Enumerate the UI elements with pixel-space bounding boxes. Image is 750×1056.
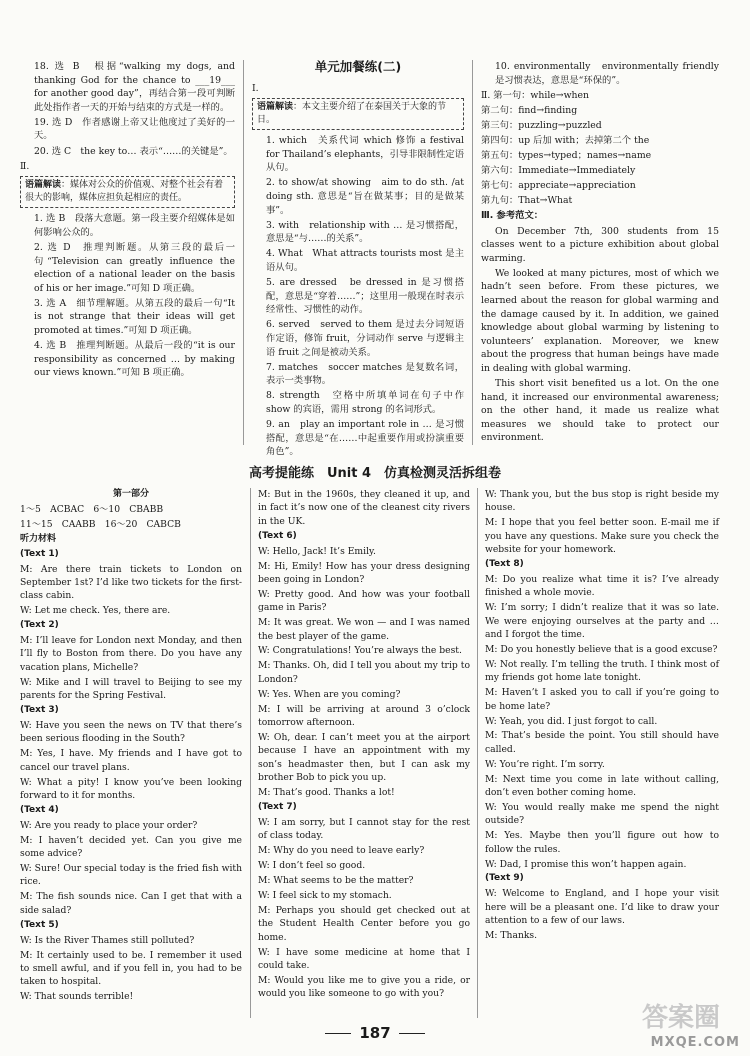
part-heading: 第一部分 xyxy=(112,489,149,499)
correction-line: 第九句：That→What xyxy=(481,195,573,207)
dialogue-line: M: Yes. Maybe then you’ll figure out how to follow the rules. xyxy=(485,830,719,855)
dialogue-line: W: I am sorry, but I cannot stay for the rest of class today. xyxy=(258,816,470,842)
dialogue-line: W: Yeah, you did. I just forgot to call. xyxy=(485,715,658,727)
section-roman: Ⅰ. xyxy=(252,82,259,94)
dialogue-line: M: That’s beside the point. You still should have called. xyxy=(485,730,719,755)
page-number-value: 187 xyxy=(359,1024,391,1042)
watermark-logo: 答案圈 xyxy=(641,1003,720,1033)
dialogue-line: W: I’m sorry; I didn’t realize that it was so late. We were enjoying ourselves at the party and … and I forgot the time. xyxy=(485,602,719,641)
dialogue-line: M: I hope that you feel better soon. E-mail me if you have any questions. Make sure you check the website for your homework. xyxy=(485,517,719,556)
dialogue-line: M: It was great. We won — and I was named the best player of the game. xyxy=(258,617,470,642)
text-label: (Text 2) xyxy=(20,620,59,631)
dialogue-line: W: Not really. I’m telling the truth. I think most of my friends got home late tonight. xyxy=(485,658,719,684)
bottom-right-column xyxy=(485,488,719,944)
answer-item: 1. which 关系代词 which 修饰 a festival for Thailand’s elephants，引导非限制性定语从句。 xyxy=(266,135,464,174)
dialogue-line: M: The fish sounds nice. Can I get that with a side salad? xyxy=(20,891,242,916)
dialogue-line: W: Have you seen the news on TV that there’s been serious flooding in the South? xyxy=(20,720,242,745)
answer-paragraph: 4. 选 B 推理判断题。从最后一段的“it is our responsibility as concerned … by making our views known.”可知 B 项正确。 xyxy=(34,340,235,379)
dialogue-line: M: It certainly used to be. I remember it used to smell awful, and if you fell in, you had to be taken to hospital. xyxy=(20,949,242,988)
essay-paragraph: This short visit benefited us a lot. On the one hand, it increased our environmental awareness; on the other hand, it made us realize what measures we should take to protect our environment. xyxy=(481,378,719,444)
box-text: ：本文主要介绍了在泰国关于大象的节日。 xyxy=(257,102,447,126)
text-label: (Text 6) xyxy=(258,530,297,541)
correction-line: 第七句：appreciate→appreciation xyxy=(481,180,636,192)
column-divider xyxy=(250,488,251,1018)
top-right-column xyxy=(481,60,719,447)
answer-item: 3. with relationship with … 是习惯搭配，意思是“与……的关系”。 xyxy=(266,219,464,245)
dialogue-line: W: Dad, I promise this won’t happen again. xyxy=(485,858,687,870)
unit-title: 高考提能练 Unit 4 仿真检测灵活拆组卷 xyxy=(248,466,502,481)
page-number-dash xyxy=(399,1033,425,1034)
dialogue-line: M: Perhaps you should get checked out at the Student Health Center before you go home. xyxy=(258,904,470,943)
dialogue-line: M: I will be arriving at around 3 o’clock tomorrow afternoon. xyxy=(258,703,470,728)
page-number xyxy=(0,1024,750,1042)
correction-line: 第二句：find→finding xyxy=(481,104,578,116)
bottom-middle-column xyxy=(258,488,470,1002)
dialogue-line: W: Hello, Jack! It’s Emily. xyxy=(258,545,376,557)
text-label: (Text 8) xyxy=(485,559,524,570)
answer-key-line: 1～5 ACBAC 6～10 CBABB xyxy=(20,503,164,515)
answer-item: 2. to show/at showing aim to do sth. /at doing sth. 意思是“旨在做某事；目的是做某事”。 xyxy=(266,177,464,216)
dialogue-line: M: Do you honestly believe that is a good excuse? xyxy=(485,643,718,655)
correction-line: 第四句：up 后加 with；去掉第二个 the xyxy=(481,134,650,146)
answer-item: 7. matches soccer matches 是复数名词，表示一类事物。 xyxy=(266,361,464,387)
answer-item: 4. What What attracts tourists most 是主语从句。 xyxy=(266,248,464,274)
answer-paragraph: 18. 选 B 根据“walking my dogs, and thanking God for the chance to ___19___ for another good day”，再结合第一段可判断此处指作者一天的开始与结束的方式是一样的。 xyxy=(34,61,235,113)
bottom-left-column xyxy=(20,488,242,1005)
answer-paragraph: 19. 选 D 作者感谢上帝又让他度过了美好的一天。 xyxy=(34,116,235,142)
dialogue-line: M: What seems to be the matter? xyxy=(258,874,414,886)
correction-line: 第三句：puzzling→puzzled xyxy=(481,119,602,131)
text-label: (Text 9) xyxy=(485,873,524,884)
dialogue-line: W: Is the River Thames still polluted? xyxy=(20,934,195,946)
answer-paragraph: 3. 选 A 细节理解题。从第五段的最后一句“It is not strange that their ideas will get promoted at times.”可知 D 项正确。 xyxy=(34,297,235,336)
box-label: 语篇解读 xyxy=(25,180,62,191)
listening-heading: 听力材料 xyxy=(20,533,57,544)
dialogue-line: W: Oh, dear. I can’t meet you at the airport because I have an appointment with my son’s headmaster then, but I can ask my brother Bob to pick you up. xyxy=(258,731,470,784)
top-middle-column xyxy=(252,58,464,460)
dialogue-line: M: I haven’t decided yet. Can you give me some advice? xyxy=(20,834,242,860)
dialogue-line: W: Welcome to England, and I hope your visit here will be a pleasant one. I’d like to draw your attention to a few of our laws. xyxy=(485,888,719,927)
dialogue-line: W: You would really make me spend the night outside? xyxy=(485,801,719,827)
dialogue-line: M: Thanks. Oh, did I tell you about my trip to London? xyxy=(258,660,470,685)
dialogue-line: W: What a pity! I know you’ve been looking forward to it for months. xyxy=(20,776,242,802)
answer-item: 6. served served to them 是过去分词短语作定语，修饰 fruit，分词动作 serve 与逻辑主语 fruit 之间是被动关系。 xyxy=(266,319,464,358)
dialogue-line: M: Haven’t I asked you to call if you’re going to be home late? xyxy=(485,687,719,712)
dialogue-line: W: I feel sick to my stomach. xyxy=(258,889,392,901)
dialogue-line: M: Thanks. xyxy=(485,930,538,942)
dialogue-line: W: You’re right. I’m sorry. xyxy=(485,758,605,770)
dialogue-line: W: Thank you, but the bus stop is right beside my house. xyxy=(485,489,719,514)
dialogue-line: M: But in the 1960s, they cleaned it up, and in fact it’s now one of the cleanest city rivers in the UK. xyxy=(258,489,470,527)
dialogue-line: M: Next time you come in late without calling, don’t even bother coming home. xyxy=(485,773,719,799)
section-roman: Ⅱ. xyxy=(20,160,30,172)
answer-item: 8. strength 空格中所填单词在句子中作 show 的宾语，需用 strong 的名词形式。 xyxy=(266,390,464,415)
text-label: (Text 1) xyxy=(20,548,59,559)
answer-key-line: 11～15 CAABB 16～20 CABCB xyxy=(20,518,181,530)
dialogue-line: W: That sounds terrible! xyxy=(20,991,134,1003)
dialogue-line: W: Are you ready to place your order? xyxy=(20,819,198,831)
column-divider xyxy=(243,60,244,445)
box-label: 语篇解读 xyxy=(257,102,294,113)
text-label: (Text 3) xyxy=(20,705,59,716)
dialogue-line: W: I have some medicine at home that I could take. xyxy=(258,946,470,971)
correction-line: 第六句：Immediate→Immediately xyxy=(481,165,636,177)
box-text: ：媒体对公众的价值观、对整个社会有着很大的影响，媒体应担负起相应的责任。 xyxy=(25,180,224,204)
dialogue-line: W: Congratulations! You’re always the best. xyxy=(258,645,462,657)
dialogue-line: M: Do you realize what time it is? I’ve already finished a whole movie. xyxy=(485,573,719,599)
dialogue-line: M: I’ll leave for London next Monday, and then I’ll fly to Boston from there. Do you have any vacation plans, Michelle? xyxy=(20,635,242,673)
dialogue-line: W: Pretty good. And how was your football game in Paris? xyxy=(258,588,470,614)
dialogue-line: W: Let me check. Yes, there are. xyxy=(20,605,171,617)
dialogue-line: M: Are there train tickets to London on September 1st? I’d like two tickets for the first-class cabin. xyxy=(20,563,242,602)
dialogue-line: W: Mike and I will travel to Beijing to see my parents for the Spring Festival. xyxy=(20,676,242,702)
dialogue-line: W: Yes. When are you coming? xyxy=(258,688,401,700)
dialogue-line: M: That’s good. Thanks a lot! xyxy=(258,787,395,799)
essay-paragraph: On December 7th, 300 students from 15 classes went to a picture exhibition about global warming. xyxy=(481,225,719,264)
column-divider xyxy=(472,60,473,445)
passage-summary-box xyxy=(20,176,235,208)
answer-item: 10. environmentally environmentally friendly 是习惯表达，意思是“环保的”。 xyxy=(495,61,719,86)
answer-paragraph: 20. 选 C the key to… 表示“……的关键是”。 xyxy=(34,145,233,157)
essay-paragraph: We looked at many pictures, most of which we hadn’t seen before. From these pictures, we learned about the reason for global warming and the damage caused by it. In addition, we gained knowledge about global warming by listening to volunteers’ explanation. Moreover, we knew about the progress that human beings have made in dealing with global warming. xyxy=(481,267,719,374)
dialogue-line: W: Sure! Our special today is the fried fish with rice. xyxy=(20,863,242,888)
top-left-column xyxy=(20,60,235,381)
dialogue-line: M: Why do you need to leave early? xyxy=(258,845,425,857)
correction-line: Ⅱ. 第一句：while→when xyxy=(481,89,590,101)
watermark-text: MXQE.COM xyxy=(650,1035,740,1050)
dialogue-line: W: I don’t feel so good. xyxy=(258,860,366,872)
page-number-dash xyxy=(325,1033,351,1034)
text-label: (Text 4) xyxy=(20,804,59,815)
text-label: (Text 5) xyxy=(20,919,59,930)
column-divider xyxy=(477,488,478,1018)
passage-summary-box xyxy=(252,98,464,130)
dialogue-line: M: Hi, Emily! How has your dress designing been going in London? xyxy=(258,560,470,585)
answer-item: 9. an play an important role in … 是习惯搭配，意思是“在……中起重要作用或扮演重要角色”。 xyxy=(266,419,464,458)
section-title: 单元加餐练(二) xyxy=(314,59,402,74)
dialogue-line: M: Yes, I have. My friends and I have got to cancel our travel plans. xyxy=(20,748,242,773)
correction-line: 第五句：types→typed；names→name xyxy=(481,150,652,162)
sample-essay-label: Ⅲ. 参考范文： xyxy=(481,210,544,222)
answer-item: 5. are dressed be dressed in 是习惯搭配，意思是“穿着……”；这里用一般现在时表示经常性、习惯性的动作。 xyxy=(266,277,464,316)
answer-paragraph: 1. 选 B 段落大意题。第一段主要介绍媒体是如何影响公众的。 xyxy=(34,213,235,238)
dialogue-line: M: Would you like me to give you a ride, or would you like someone to go with you? xyxy=(258,974,470,1000)
answer-paragraph: 2. 选 D 推理判断题。从第三段的最后一句“Television can greatly influence the election of a national leader on the basis of his or her image.”可知 D 项正确。 xyxy=(34,241,235,294)
text-label: (Text 7) xyxy=(258,801,297,812)
